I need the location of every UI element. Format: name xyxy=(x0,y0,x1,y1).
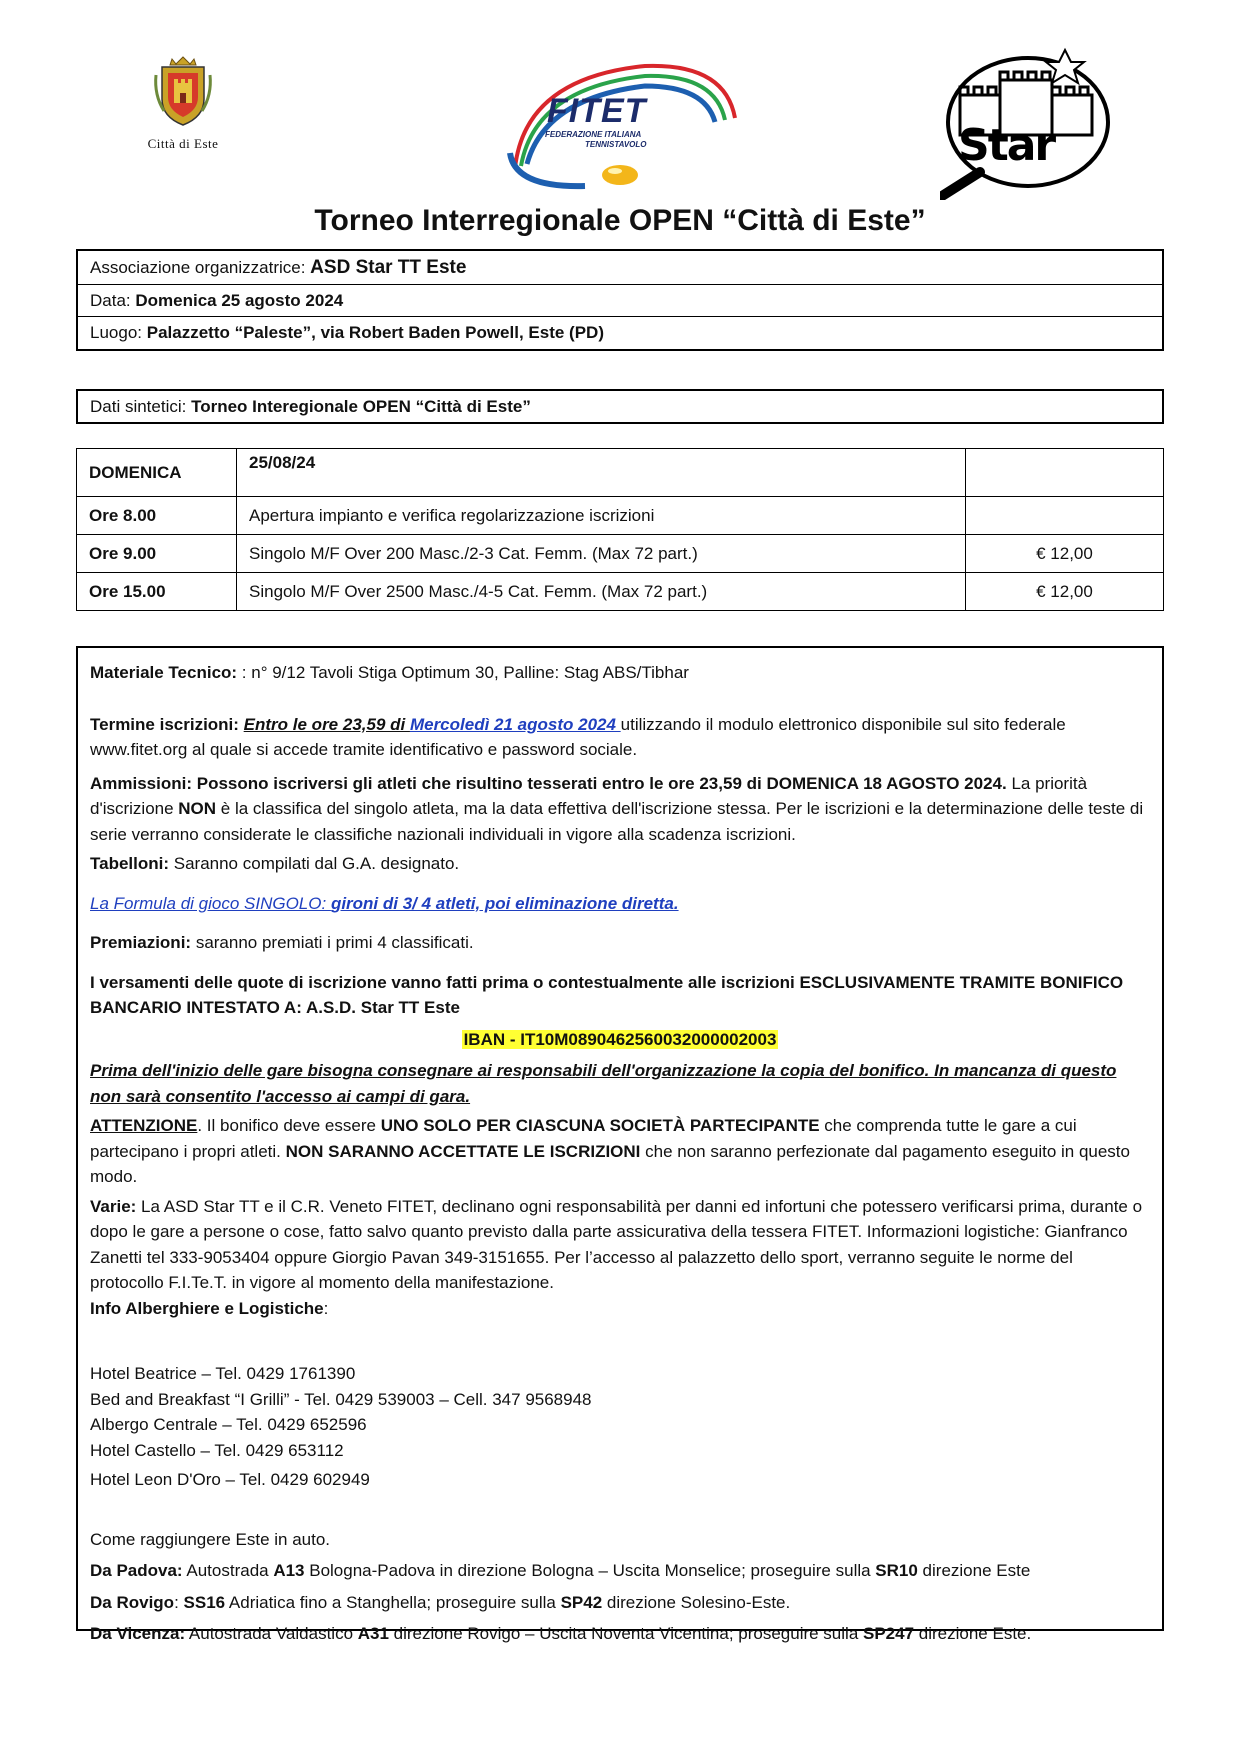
summary-value: Torneo Interegionale OPEN “Città di Este” xyxy=(191,397,531,416)
versamenti-paragraph: I versamenti delle quote di iscrizione vanno fatti prima o contestualmente alle iscrizioni ESCLUSIVAMENTE TRAMITE BONIFICO BANCARIO INTESTATO A: A.S.D. Star TT Este xyxy=(90,972,1124,1017)
info-heading: Info Alberghiere e Logistiche: xyxy=(90,1298,329,1318)
fitet-subtitle-2: TENNISTAVOLO xyxy=(585,140,647,149)
premiazioni-paragraph: Premiazioni: saranno premiati i primi 4 classificati. xyxy=(90,933,474,952)
varie-paragraph: Varie: La ASD Star TT e il C.R. Veneto FITET, declinano ogni responsabilità per danni ed infortuni che potessero verificarsi prima, durante o dopo le gare a persone o cose, fatto salvo quanto previsto dalla parte assicurativa della tessera FITET. Informazioni logistiche: Gianfranco Zanetti tel 333-9053404 oppure Giorgio Pavan 349-3151655. Per l’accesso al palazzetto dello sport, verranno seguite le norme del protocollo F.I.Te.T. in vigore al momento della manifestazione. xyxy=(90,1196,1143,1292)
summary-row: Dati sintetici: Torneo Interegionale OPEN “Città di Este” xyxy=(90,397,531,416)
schedule-day: DOMENICA xyxy=(77,449,237,497)
table-row: Ore 8.00 Apertura impianto e verifica regolarizzazione iscrizioni xyxy=(77,497,1164,535)
star-logo xyxy=(940,40,1155,200)
table-row xyxy=(77,449,1164,497)
hotel-item: Albergo Centrale – Tel. 0429 652596 xyxy=(90,1415,367,1434)
formula-paragraph[interactable]: La Formula di gioco SINGOLO: gironi di 3/ 4 atleti, poi eliminazione diretta. xyxy=(90,893,679,913)
summary-box xyxy=(76,389,1164,424)
materiale-paragraph: Materiale Tecnico: : n° 9/12 Tavoli Stiga Optimum 30, Palline: Stag ABS/Tibhar xyxy=(90,663,689,682)
prima-paragraph: Prima dell'inizio delle gare bisogna consegnare ai responsabili dell'organizzazione la copia del bonifico. In mancanza di questo non sarà consentito l'accesso ai campi di gara. xyxy=(90,1061,1117,1106)
hotel-item: Hotel Castello – Tel. 0429 653112 xyxy=(90,1440,344,1460)
info-row-association: Associazione organizzatrice: ASD Star TT Este xyxy=(78,251,1162,285)
iban-line xyxy=(90,1027,1150,1053)
info-box xyxy=(76,249,1164,351)
fitet-logo xyxy=(505,58,740,193)
table-row: Ore 9.00 Singolo M/F Over 200 Masc./2-3 Cat. Femm. (Max 72 part.) € 12,00 xyxy=(77,535,1164,573)
schedule-table xyxy=(76,448,1164,611)
details-box xyxy=(76,646,1164,1643)
iban-highlight: IBAN - IT10M0890462560032000002003 xyxy=(463,1029,777,1049)
table-row: Ore 15.00 Singolo M/F Over 2500 Masc./4-5 Cat. Femm. (Max 72 part.) € 12,00 xyxy=(77,573,1164,611)
fitet-subtitle-1: FEDERAZIONE ITALIANA xyxy=(545,130,642,139)
star-wordmark: Star xyxy=(958,120,1055,171)
termine-paragraph: Termine iscrizioni: Entro le ore 23,59 di Mercoledì 21 agosto 2024 utilizzando il modulo elettronico disponibile sul sito federale www.fitet.org al quale si accede tramite identificativo e password sociale. xyxy=(90,714,1066,759)
city-caption: Città di Este xyxy=(147,136,219,151)
attenzione-paragraph: ATTENZIONE. Il bonifico deve essere UNO SOLO PER CIASCUNA SOCIETÀ PARTECIPANTE che comprenda tutte le gare a cui partecipano i propri atleti. NON SARANNO ACCETTATE LE ISCRIZIONI che non saranno perfezionate dal pagamento eseguito in questo modo. xyxy=(90,1116,1130,1186)
document-title: Torneo Interregionale OPEN “Città di Este” xyxy=(314,204,926,237)
deadline-link[interactable]: Mercoledì 21 agosto 2024 xyxy=(409,714,621,734)
info-row-place: Luogo: Palazzetto “Paleste”, via Robert Baden Powell, Este (PD) xyxy=(90,323,604,342)
city-crest-icon xyxy=(152,55,214,127)
route-vicenza: Da Vicenza: Autostrada Valdastico A31 direzione Rovigo – Uscita Noventa Vicentina; proseguire sulla SP247 direzione Este. xyxy=(90,1624,1032,1643)
schedule-date: 25/08/24 xyxy=(237,449,966,497)
city-logo xyxy=(128,55,238,152)
association-name: ASD Star TT Este xyxy=(310,257,467,278)
info-row-date: Data: Domenica 25 agosto 2024 xyxy=(78,285,1162,317)
hotel-item: Hotel Leon D'Oro – Tel. 0429 602949 xyxy=(90,1470,370,1489)
ammissioni-paragraph: Ammissioni: Possono iscriversi gli atleti che risultino tesserati entro le ore 23,59 di DOMENICA 18 AGOSTO 2024. La priorità d'iscrizione NON è la classifica del singolo atleta, ma la data effettiva dell'iscrizione stessa. Per le iscrizioni e la determinazione delle teste di serie verranno considerate le classifiche nazionali individuali in vigore alla scadenza iscrizioni. xyxy=(90,773,1144,844)
route-padova: Da Padova: Autostrada A13 Bologna-Padova in direzione Bologna – Uscita Monselice; proseguire sulla SR10 direzione Este xyxy=(90,1561,1031,1580)
event-date: Domenica 25 agosto 2024 xyxy=(135,291,344,310)
hotel-item: Bed and Breakfast “I Grilli” - Tel. 0429 539003 – Cell. 347 9568948 xyxy=(90,1389,592,1409)
come-heading: Come raggiungere Este in auto. xyxy=(90,1529,331,1549)
route-rovigo: Da Rovigo: SS16 Adriatica fino a Stanghella; proseguire sulla SP42 direzione Solesino-Este. xyxy=(90,1592,791,1612)
fitet-wordmark: FITET xyxy=(547,92,647,130)
event-place: Palazzetto “Paleste”, via Robert Baden Powell, Este (PD) xyxy=(146,323,604,342)
tabelloni-paragraph: Tabelloni: Saranno compilati dal G.A. designato. xyxy=(90,854,460,873)
hotel-item: Hotel Beatrice – Tel. 0429 1761390 xyxy=(90,1364,356,1383)
